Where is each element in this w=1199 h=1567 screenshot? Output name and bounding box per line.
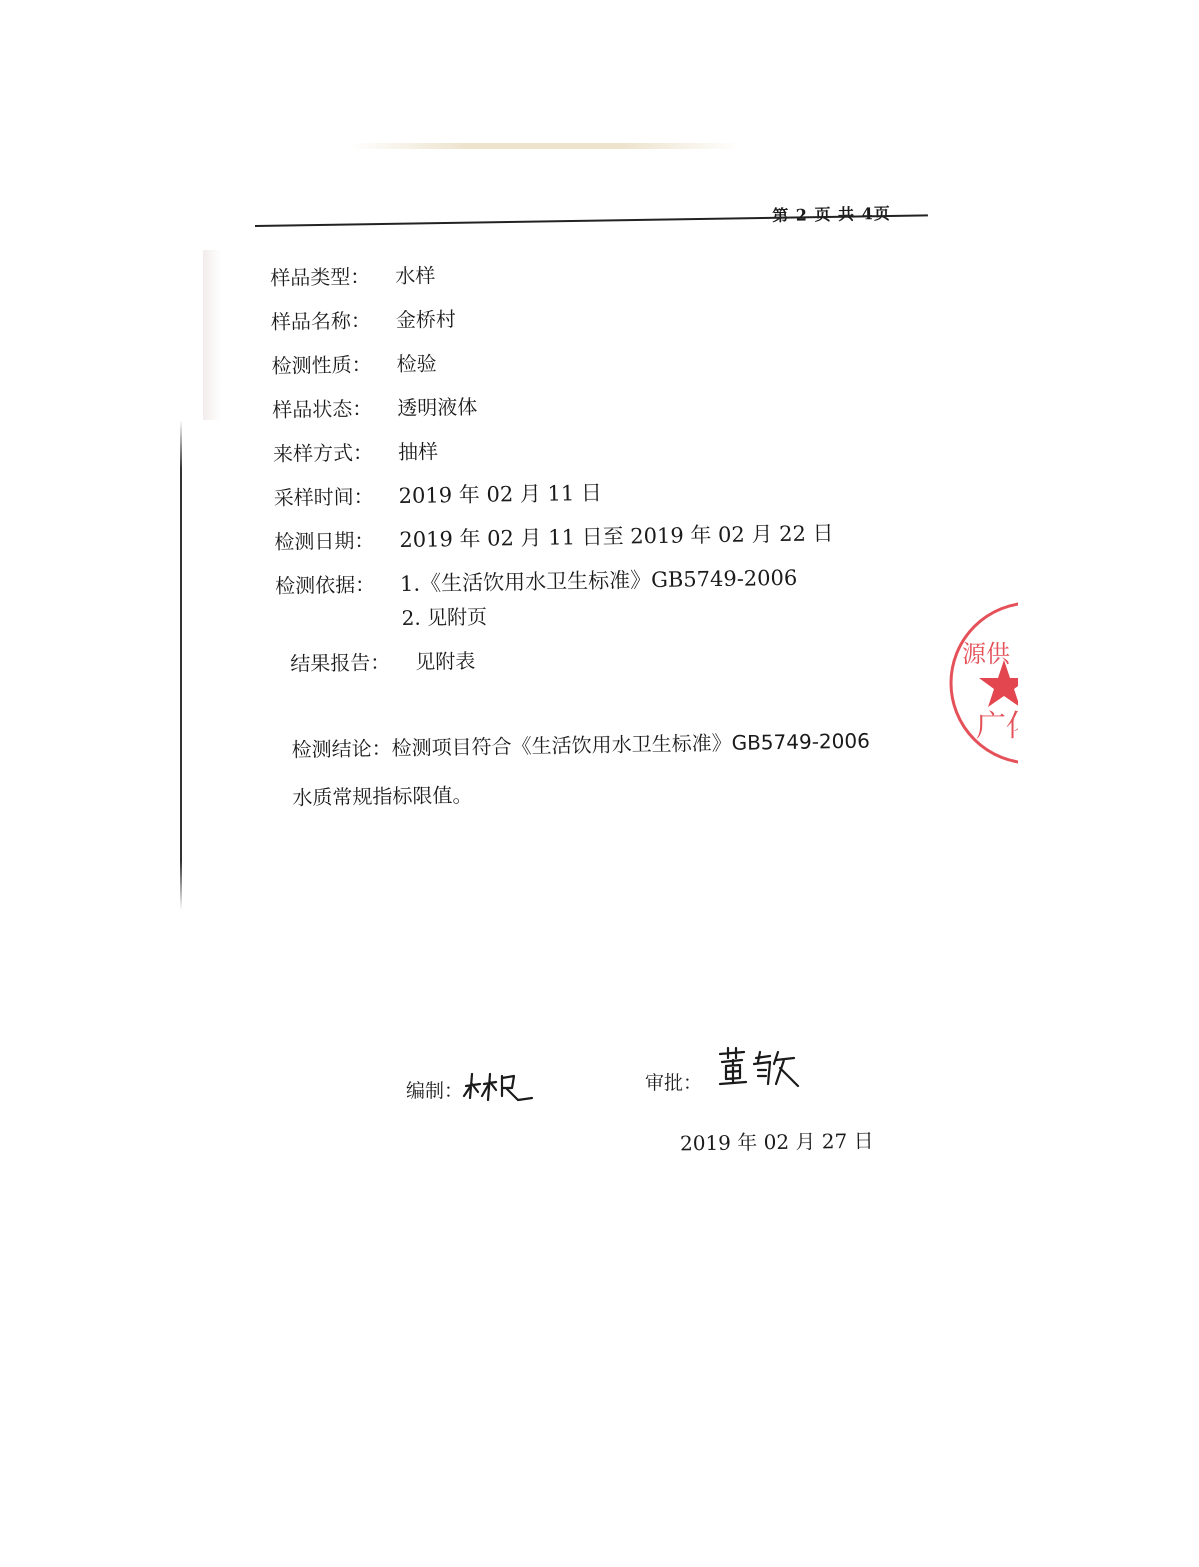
field-value: 见附表 [415, 648, 476, 674]
field-sample-name [271, 303, 456, 335]
approved-label: 审批： [645, 1072, 703, 1094]
compiled-signature [462, 1066, 537, 1106]
page-number: 第 2 页 共 4页 [772, 203, 891, 225]
scan-edge-tint [203, 250, 221, 420]
field-sampling-method [273, 435, 438, 467]
field-label: 样品状态： [272, 396, 373, 422]
scan-edge [180, 420, 182, 910]
field-label: 检测性质： [271, 352, 372, 378]
field-sample-state [272, 391, 477, 423]
field-label: 样品类型： [270, 264, 371, 290]
field-value: 金桥村 [395, 307, 457, 333]
svg-text:源供: 源供 [962, 640, 1010, 668]
field-sample-type [270, 259, 435, 291]
conclusion-line2: 水质常规指标限值。 [292, 782, 473, 810]
field-value: 透明液体 [397, 394, 478, 421]
field-test-date [274, 517, 834, 556]
conclusion-line1: 检测结论：检测项目符合《生活饮用水卫生标准》GB5749-2006 [291, 728, 871, 762]
field-value: 水样 [395, 263, 436, 289]
field-value: 1.《生活饮用水卫生标准》GB5749-2006 [399, 565, 798, 596]
field-result-report [290, 645, 475, 677]
approved-signature [714, 1046, 802, 1092]
official-seal [946, 598, 1036, 768]
report-fields [270, 252, 930, 810]
field-sampling-time [273, 477, 602, 512]
field-value: 2019 年 02 月 11 日至 2019 年 02 月 22 日 [399, 521, 834, 553]
field-value: 抽样 [397, 439, 439, 465]
field-test-nature [271, 347, 436, 379]
scan-shadow [350, 143, 740, 149]
field-value: 2019 年 02 月 11 日 [398, 480, 603, 509]
svg-text:广化: 广化 [976, 709, 1036, 744]
seal-graphic [946, 598, 1036, 768]
report-date: 2019 年 02 月 27 日 [679, 1128, 874, 1156]
field-label: 检测日期： [274, 528, 375, 554]
field-label: 采样时间： [273, 484, 374, 510]
field-label: 检测依据： [274, 572, 376, 598]
field-value: 检验 [396, 351, 437, 377]
field-test-basis [275, 562, 798, 600]
compiled-label: 编制： [406, 1080, 464, 1102]
field-label: 样品名称： [270, 308, 372, 334]
field-label: 来样方式： [272, 440, 374, 466]
field-label: 结果报告： [290, 650, 391, 676]
field-test-basis-line2: 2. 见附页 [401, 604, 488, 630]
